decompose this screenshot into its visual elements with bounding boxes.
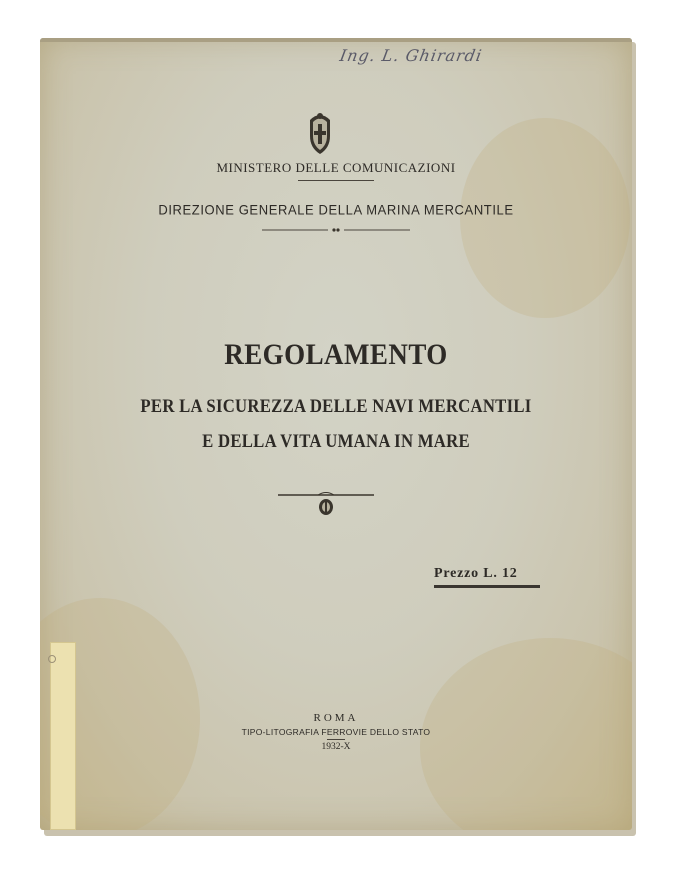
coat-of-arms-icon [304, 112, 336, 156]
paper-stain [460, 118, 630, 318]
document-title: REGOLAMENTO [224, 338, 448, 371]
cover-top-edge [40, 38, 632, 42]
divider-rule [298, 180, 374, 181]
handwritten-signature: Ing. L. Ghirardi [338, 46, 484, 65]
document-cover [40, 38, 632, 830]
document-subtitle-line1: PER LA SICUREZZA DELLE NAVI MERCANTILI [140, 396, 532, 417]
price-label: Prezzo L. 12 [434, 566, 518, 581]
imprint-rule [327, 739, 345, 740]
direction-heading: DIREZIONE GENERALE DELLA MARINA MERCANTILE [158, 201, 514, 218]
imprint-city: ROMA [313, 712, 359, 724]
fasces-ornament-icon [278, 490, 374, 518]
ornament-divider-icon [262, 226, 410, 234]
imprint-year: 1932-X [321, 742, 351, 752]
price-underline [434, 585, 540, 588]
punch-hole [48, 655, 56, 663]
imprint-printer: TIPO-LITOGRAFIA FERROVIE DELLO STATO [241, 727, 431, 737]
ministry-heading: MINISTERO DELLE COMUNICAZIONI [216, 160, 456, 175]
document-subtitle-line2: E DELLA VITA UMANA IN MARE [202, 431, 470, 452]
